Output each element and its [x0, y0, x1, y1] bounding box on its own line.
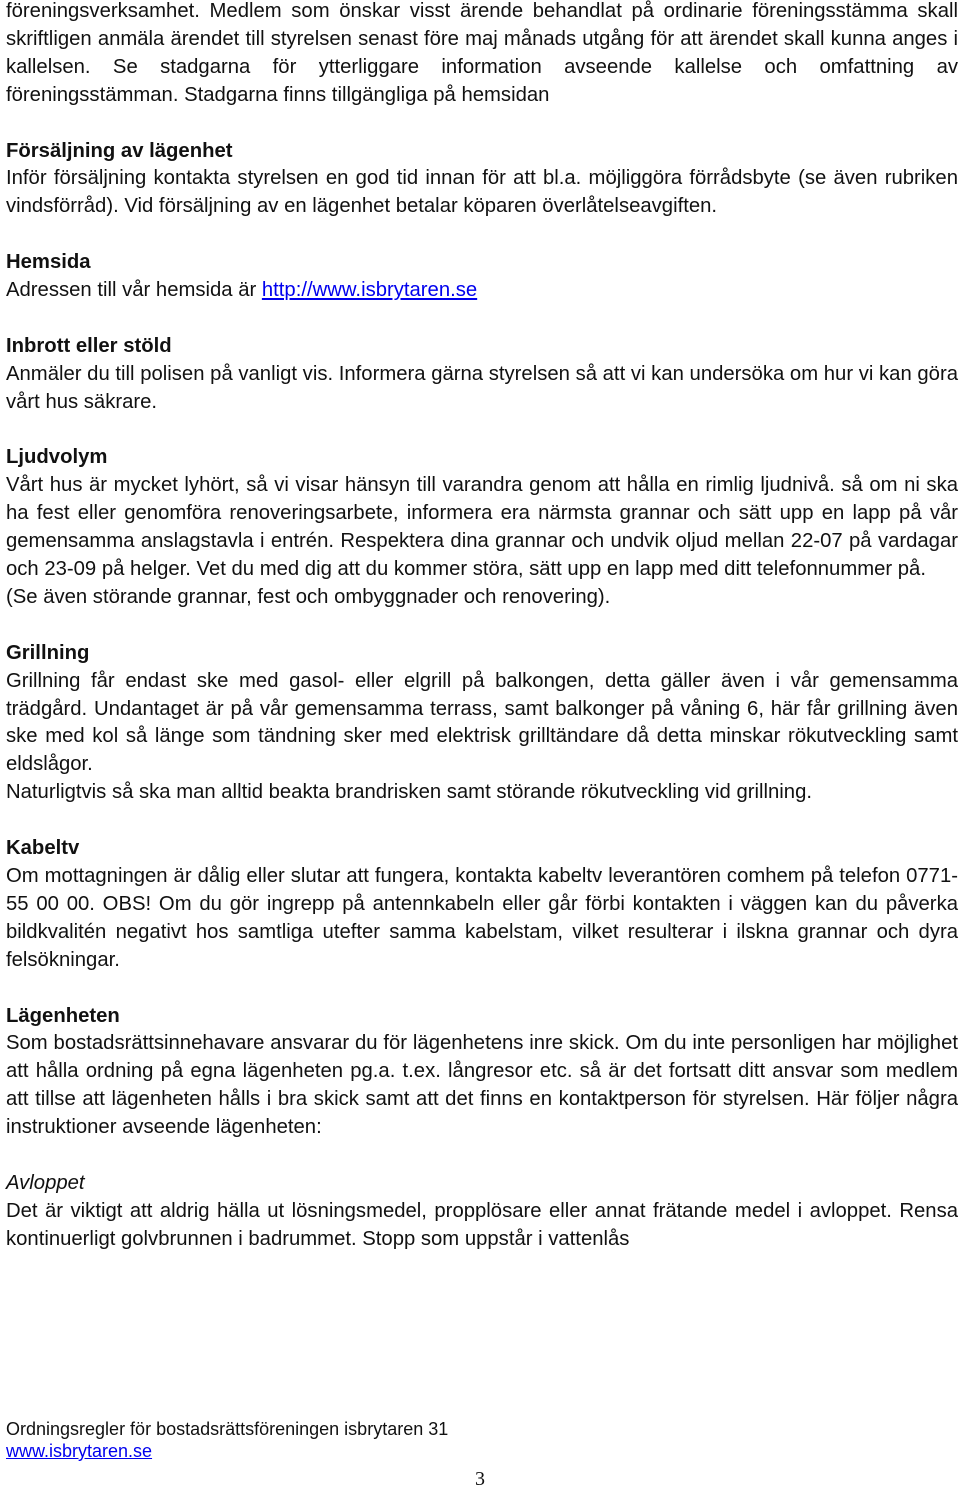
document-body — [6, 0, 958, 1254]
page-footer — [6, 1418, 448, 1462]
page-number: 3 — [475, 1468, 485, 1490]
intro-paragraph: föreningsverksamhet. Medlem som önskar visst ärende behandlat på ordinarie föreningsstämma skall skriftligen anmäla ärendet till styrelsen senast före maj månads utgång för att ärendet skall kunna anges i kallelsen. Se stadgarna för ytterliggare information avseende kallelse och omfattning av föreningsstämman. Stadgarna finns tillgängliga på hemsidan — [6, 0, 958, 106]
paragraph-ljudvolym: Vårt hus är mycket lyhört, så vi visar hänsyn till varandra genom att hålla en rimlig ljudnivå. så om ni ska ha fest eller genomföra renoveringsarbete, informera era närmsta grannar och sätt upp en lapp på vår gemensamma anslagstavla i entrén. Respektera dina grannar och undvik oljud mellan 22-07 på vardagar och 23-09 på helger. Vet du med dig att du kommer störa, sätt upp en lapp med ditt telefonnummer på. — [6, 474, 958, 581]
heading-kabeltv: Kabeltv — [6, 837, 80, 860]
paragraph-lagenheten: Som bostadsrättsinnehavare ansvarar du för lägenhetens inre skick. Om du inte personligen har möjlighet att hålla ordning på egna lägenheten pg.a. t.ex. långresor etc. så är det fortsatt ditt ansvar som medlem att tillse att lägenheten hålls i bra skick samt att det finns en kontaktperson för styrelsen. Här följer några instruktioner avseende lägenheten: — [6, 1032, 958, 1139]
heading-inbrott: Inbrott eller stöld — [6, 334, 172, 357]
paragraph-avloppet: Det är viktigt att aldrig hälla ut lösningsmedel, propplösare eller annat frätande medel i avloppet. Rensa kontinuerligt golvbrunnen i badrummet. Stopp som uppstår i vattenlås — [6, 1199, 958, 1250]
heading-grillning: Grillning — [6, 641, 90, 664]
heading-lagenheten: Lägenheten — [6, 1004, 120, 1027]
paragraph-hemsida — [6, 277, 958, 305]
paragraph-grillning-2: Naturligtvis så ska man alltid beakta brandrisken samt störande rökutveckling vid grillning. — [6, 781, 812, 804]
hemsida-text: Adressen till vår hemsida är — [6, 279, 262, 302]
heading-hemsida: Hemsida — [6, 251, 91, 274]
heading-ljudvolym: Ljudvolym — [6, 446, 108, 469]
paragraph-grillning: Grillning får endast ske med gasol- eller elgrill på balkongen, detta gäller även i vår gemensamma trädgård. Undantaget är på vår gemensamma terrass, samt balkonger på våning 6, här får grillning även ske med kol så länge som tändning sker med elektrisk grilltändare då detta minskar rökutveckling samt eldslågor. — [6, 669, 958, 776]
paragraph-forsaljning: Inför försäljning kontakta styrelsen en god tid innan för att bl.a. möjliggöra förrådsbyte (se även rubriken vindsförråd). Vid försäljning av en lägenhet betalar köparen överlåtelseavgiften. — [6, 167, 958, 218]
paragraph-inbrott: Anmäler du till polisen på vanligt vis. Informera gärna styrelsen så att vi kan undersöka om hur vi kan göra vårt hus säkrare. — [6, 362, 958, 413]
footer-title: Ordningsregler för bostadsrättsföreningen isbrytaren 31 — [6, 1419, 449, 1439]
heading-forsaljning: Försäljning av lägenhet — [6, 139, 233, 162]
paragraph-kabeltv: Om mottagningen är dålig eller slutar att fungera, kontakta kabeltv leverantören comhem på telefon 0771-55 00 00. OBS! Om du gör ingrepp på antennkabeln eller går förbi kontakten i väggen kan du påverka bildkvalitén negativt hos samtliga utefter samma kabelstam, vilket resulterar i ilskna grannar och dyra felsökningar. — [6, 865, 958, 971]
hemsida-link[interactable]: http://www.isbrytaren.se — [261, 279, 478, 302]
paragraph-ljudvolym-note: (Se även störande grannar, fest och ombyggnader och renovering). — [6, 585, 611, 608]
heading-avloppet: Avloppet — [6, 1171, 85, 1194]
footer-link[interactable]: www.isbrytaren.se — [6, 1441, 153, 1461]
